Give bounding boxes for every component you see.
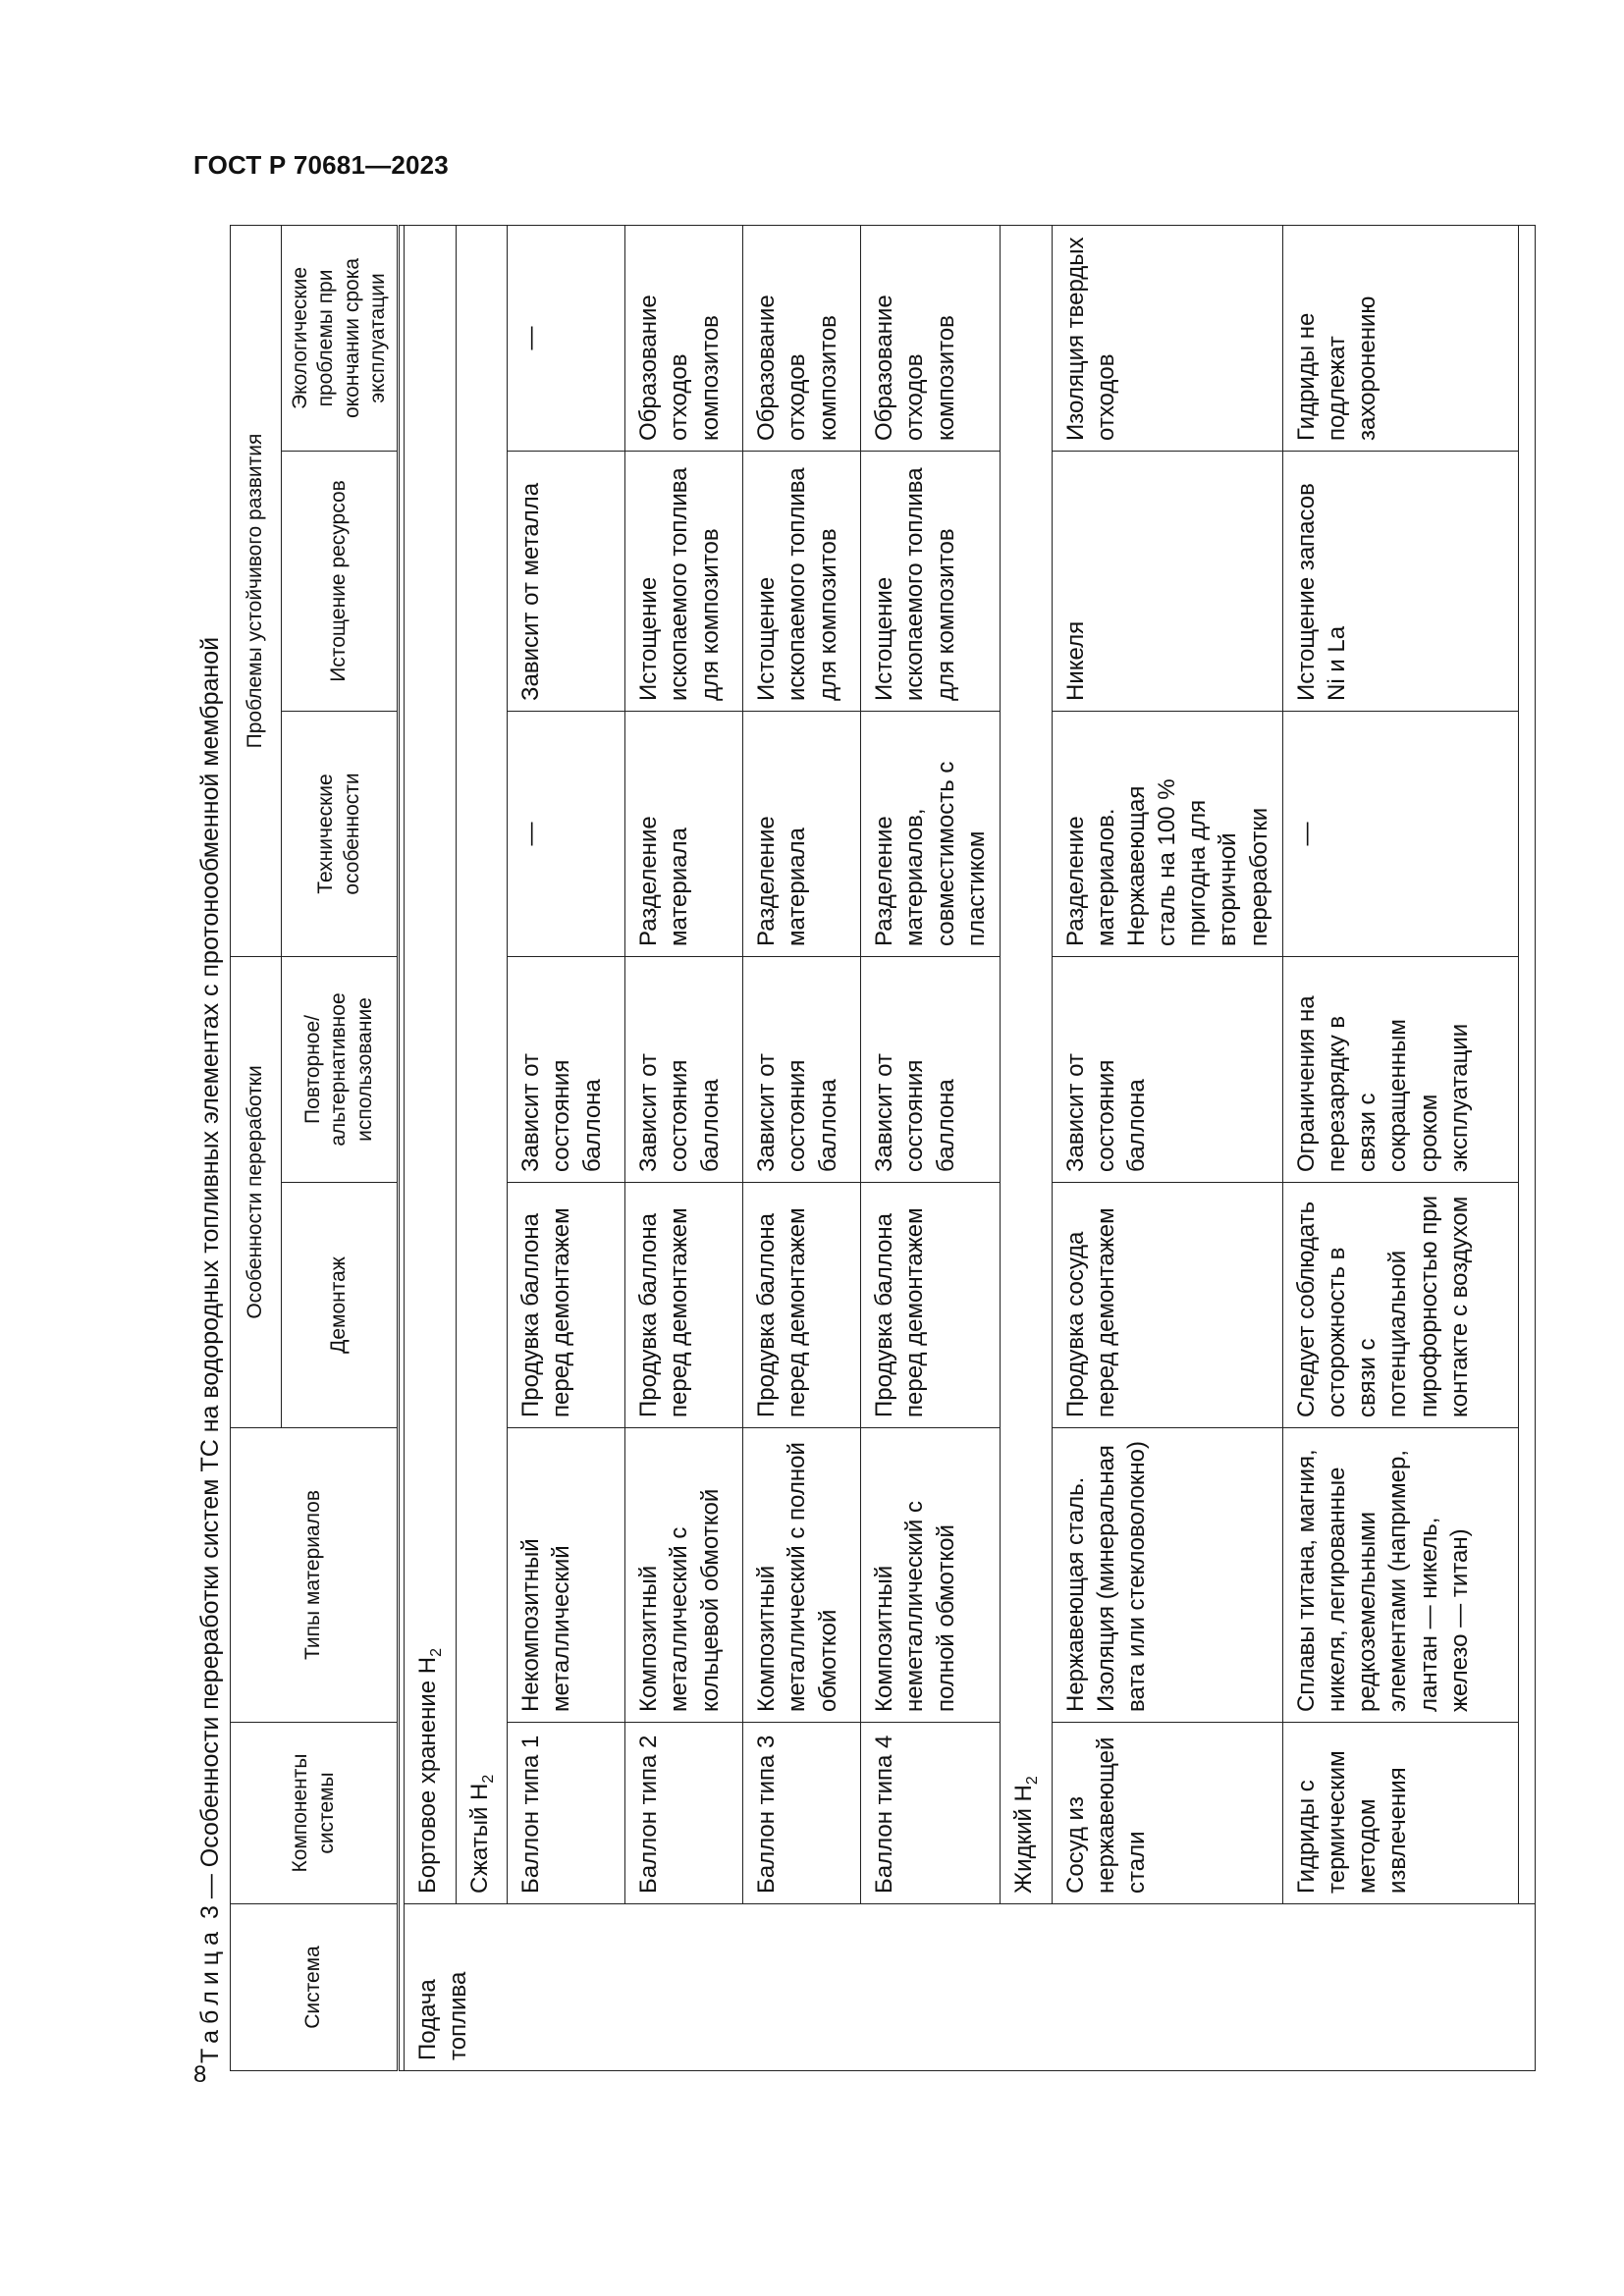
section-compressed-h2: Сжатый $H_2$ bbox=[456, 225, 508, 1903]
table-row bbox=[861, 225, 1001, 2070]
reuse-cell: Зависит от состояния баллона bbox=[743, 956, 861, 1182]
materials-cell: Композитный металлический с кольцевой обмоткой bbox=[625, 1428, 743, 1723]
caption-label: Таблица bbox=[196, 1925, 224, 2063]
caption-number: 3 bbox=[196, 1905, 224, 1920]
component-cell: Гидриды с термическим методом извлечения bbox=[1282, 1723, 1518, 1904]
page-number: 8 bbox=[193, 2061, 207, 2088]
table-row bbox=[1052, 225, 1282, 2070]
materials-cell: Композитный металлический с полной обмоткой bbox=[743, 1428, 861, 1723]
ecological-cell: Образование отходов композитов bbox=[625, 225, 743, 451]
materials-cell: Сплавы титана, магния, никеля, легированные редкоземельными элементами (например, лантан — никель, железо — титан) bbox=[1282, 1428, 1518, 1723]
table-row bbox=[743, 225, 861, 2070]
table-row bbox=[508, 225, 625, 2070]
rotated-table-block bbox=[196, 226, 1473, 2071]
component-cell: Баллон типа 4 bbox=[861, 1723, 1001, 1904]
table-row bbox=[625, 225, 743, 2070]
table-row bbox=[1282, 225, 1518, 2070]
dismantling-cell: Продувка баллона перед демонтажем bbox=[861, 1183, 1001, 1428]
component-cell: Баллон типа 2 bbox=[625, 1723, 743, 1904]
technical-cell: — bbox=[1282, 711, 1518, 956]
caption-text: — Особенности переработки систем ТС на водородных топливных элементах с протонообменной мембраной bbox=[196, 636, 224, 1899]
materials-cell: Некомпозитный металлический bbox=[508, 1428, 625, 1723]
component-cell: Баллон типа 1 bbox=[508, 1723, 625, 1904]
ecological-cell: Образование отходов композитов bbox=[861, 225, 1001, 451]
header-system: Система bbox=[231, 1904, 399, 2071]
reuse-cell: Зависит от состояния баллона bbox=[861, 956, 1001, 1182]
header-technical: Технические особенности bbox=[282, 711, 399, 956]
technical-cell: Разделение материалов, совместимость с пластиком bbox=[861, 711, 1001, 956]
resources-cell: Истощение ископаемого топлива для композитов bbox=[625, 451, 743, 711]
resources-cell: Истощение ископаемого топлива для композитов bbox=[861, 451, 1001, 711]
header-reuse: Повторное/ альтернативное использование bbox=[282, 956, 399, 1182]
component-cell: Баллон типа 3 bbox=[743, 1723, 861, 1904]
ecological-cell: Гидриды не подлежат захоронению bbox=[1282, 225, 1518, 451]
system-cell: Подача топлива bbox=[405, 1904, 1536, 2071]
materials-cell: Композитный неметаллический с полной обмоткой bbox=[861, 1428, 1001, 1723]
materials-cell: Нержавеющая сталь. Изоляция (минеральная вата или стекловолокно) bbox=[1052, 1428, 1282, 1723]
header-materials: Типы материалов bbox=[231, 1428, 399, 1723]
header-ecological: Экологические проблемы при окончании срока эксплуатации bbox=[282, 225, 399, 451]
dismantling-cell: Продувка баллона перед демонтажем bbox=[625, 1183, 743, 1428]
header-components: Компоненты системы bbox=[231, 1723, 399, 1904]
reuse-cell: Ограничения на перезарядку в связи с сокращенным сроком эксплуатации bbox=[1282, 956, 1518, 1182]
header-sustainability-group: Проблемы устойчивого развития bbox=[231, 225, 282, 956]
table-filler-row bbox=[1518, 225, 1535, 2070]
technical-cell: Разделение материала bbox=[625, 711, 743, 956]
document-code: ГОСТ Р 70681—2023 bbox=[193, 150, 449, 180]
header-processing-group: Особенности переработки bbox=[231, 956, 282, 1427]
reuse-cell: Зависит от состояния баллона bbox=[625, 956, 743, 1182]
reuse-cell: Зависит от состояния баллона bbox=[508, 956, 625, 1182]
dismantling-cell: Продувка баллона перед демонтажем bbox=[508, 1183, 625, 1428]
resources-cell: Никеля bbox=[1052, 451, 1282, 711]
dismantling-cell: Продувка сосуда перед демонтажем bbox=[1052, 1183, 1282, 1428]
header-resources: Истощение ресурсов bbox=[282, 451, 399, 711]
technical-cell: Разделение материалов. Нержавеющая сталь на 100 % пригодна для вторичной переработки bbox=[1052, 711, 1282, 956]
resources-cell: Истощение запасов Ni и La bbox=[1282, 451, 1518, 711]
reuse-cell: Зависит от состояния баллона bbox=[1052, 956, 1282, 1182]
ecological-cell: — bbox=[508, 225, 625, 451]
component-cell: Сосуд из нержавеющей стали bbox=[1052, 1723, 1282, 1904]
ecological-cell: Изоляция твердых отходов bbox=[1052, 225, 1282, 451]
table-caption bbox=[196, 637, 225, 2063]
header-dismantling: Демонтаж bbox=[282, 1183, 399, 1428]
dismantling-cell: Продувка баллона перед демонтажем bbox=[743, 1183, 861, 1428]
technical-cell: — bbox=[508, 711, 625, 956]
section-onboard-storage: Бортовое хранение $H_2$ bbox=[405, 225, 457, 1903]
section-liquid-h2: Жидкий $H_2$ bbox=[1000, 225, 1052, 1903]
resources-cell: Истощение ископаемого топлива для композитов bbox=[743, 451, 861, 711]
dismantling-cell: Следует соблюдать осторожность в связи с потенциальной пирофорностью при контакте с воздухом bbox=[1282, 1183, 1518, 1428]
technical-cell: Разделение материала bbox=[743, 711, 861, 956]
resources-cell: Зависит от металла bbox=[508, 451, 625, 711]
processing-table bbox=[230, 225, 1536, 2071]
ecological-cell: Образование отходов композитов bbox=[743, 225, 861, 451]
